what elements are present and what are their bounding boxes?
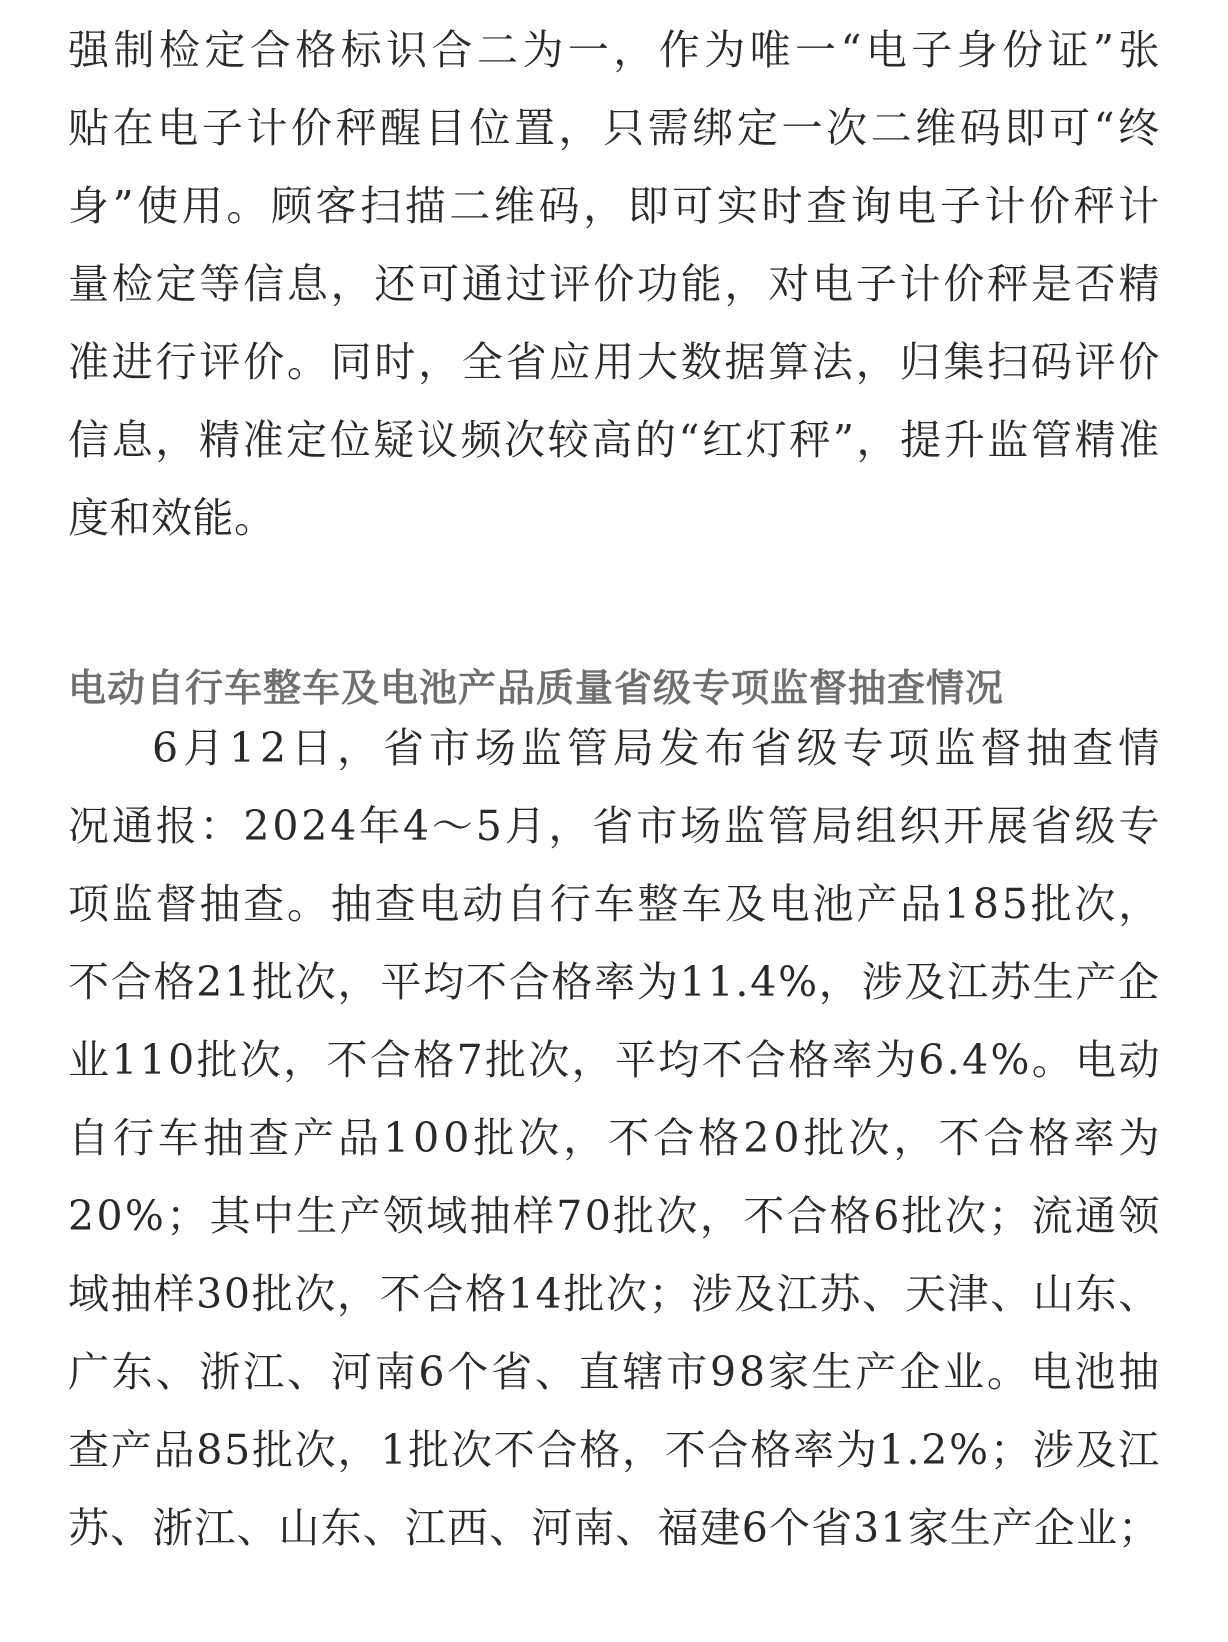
- paragraph-line: 业 1 1 0 批 次 ， 不 合 格 7 批 次 ， 平 均 不 合 格 率 为 6 . 4 % 。 电 动: [68, 1036, 1160, 1084]
- paragraph-line: 不 合 格 2 1 批 次 ， 平 均 不 合 格 率 为 1 1 . 4 % ， 涉 及 江 苏 生 产 企: [68, 958, 1160, 1006]
- paragraph-line: 域 抽 样 3 0 批 次 ， 不 合 格 1 4 批 次 ； 涉 及 江 苏 、 天 津 、 山 东 、: [68, 1270, 1160, 1318]
- paragraph-line: 6 月 1 2 日 ， 省 市 场 监 管 局 发 布 省 级 专 项 监 督 抽 查 情: [152, 724, 1160, 772]
- paragraph-line: 广 东 、 浙 江 、 河 南 6 个 省 、 直 辖 市 9 8 家 生 产 企 业 。 电 池 抽: [68, 1348, 1160, 1396]
- paragraph-line: 强 制 检 定 合 格 标 识 合 二 为 一 ， 作 为 唯 一 “ 电 子 身 份 证 ” 张: [68, 26, 1160, 74]
- paragraph-line: 信 息 ， 精 准 定 位 疑 议 频 次 较 高 的 “ 红 灯 秤 ” ， 提 升 监 管 精 准: [68, 416, 1160, 464]
- paragraph-line: 苏 、 浙 江 、 山 东 、 江 西 、 河 南 、 福 建 6 个 省 3 1 家 生 产 企 业 ；: [68, 1504, 1160, 1552]
- paragraph-line: 项 监 督 抽 查 。 抽 查 电 动 自 行 车 整 车 及 电 池 产 品 1 8 5 批 次 ，: [68, 880, 1160, 928]
- paragraph-line: 查 产 品 8 5 批 次 ， 1 批 次 不 合 格 ， 不 合 格 率 为 1 . 2 % ； 涉 及 江: [68, 1426, 1160, 1474]
- paragraph-line: 量 检 定 等 信 息 ， 还 可 通 过 评 价 功 能 ， 对 电 子 计 价 秤 是 否 精: [68, 260, 1160, 308]
- section-heading: 电动自行车整车及电池产品质量省级专项监督抽查情况: [68, 666, 1005, 710]
- paragraph-line: 准 进 行 评 价 。 同 时 ， 全 省 应 用 大 数 据 算 法 ， 归 集 扫 码 评 价: [68, 338, 1160, 386]
- paragraph-line: 度和效能。: [68, 494, 276, 542]
- paragraph-line: 身 ” 使 用 。 顾 客 扫 描 二 维 码 ， 即 可 实 时 查 询 电 子 计 价 秤 计: [68, 182, 1160, 230]
- paragraph-line: 自 行 车 抽 查 产 品 1 0 0 批 次 ， 不 合 格 2 0 批 次 ， 不 合 格 率 为: [68, 1114, 1160, 1162]
- paragraph-line: 贴 在 电 子 计 价 秤 醒 目 位 置 ， 只 需 绑 定 一 次 二 维 码 即 可 “ 终: [68, 104, 1160, 152]
- paragraph-line: 况 通 报 ： 2 0 2 4 年 4 ～ 5 月 ， 省 市 场 监 管 局 组 织 开 展 省 级 专: [68, 802, 1160, 850]
- paragraph-line: 2 0 % ； 其 中 生 产 领 域 抽 样 7 0 批 次 ， 不 合 格 6 批 次 ； 流 通 领: [68, 1192, 1160, 1240]
